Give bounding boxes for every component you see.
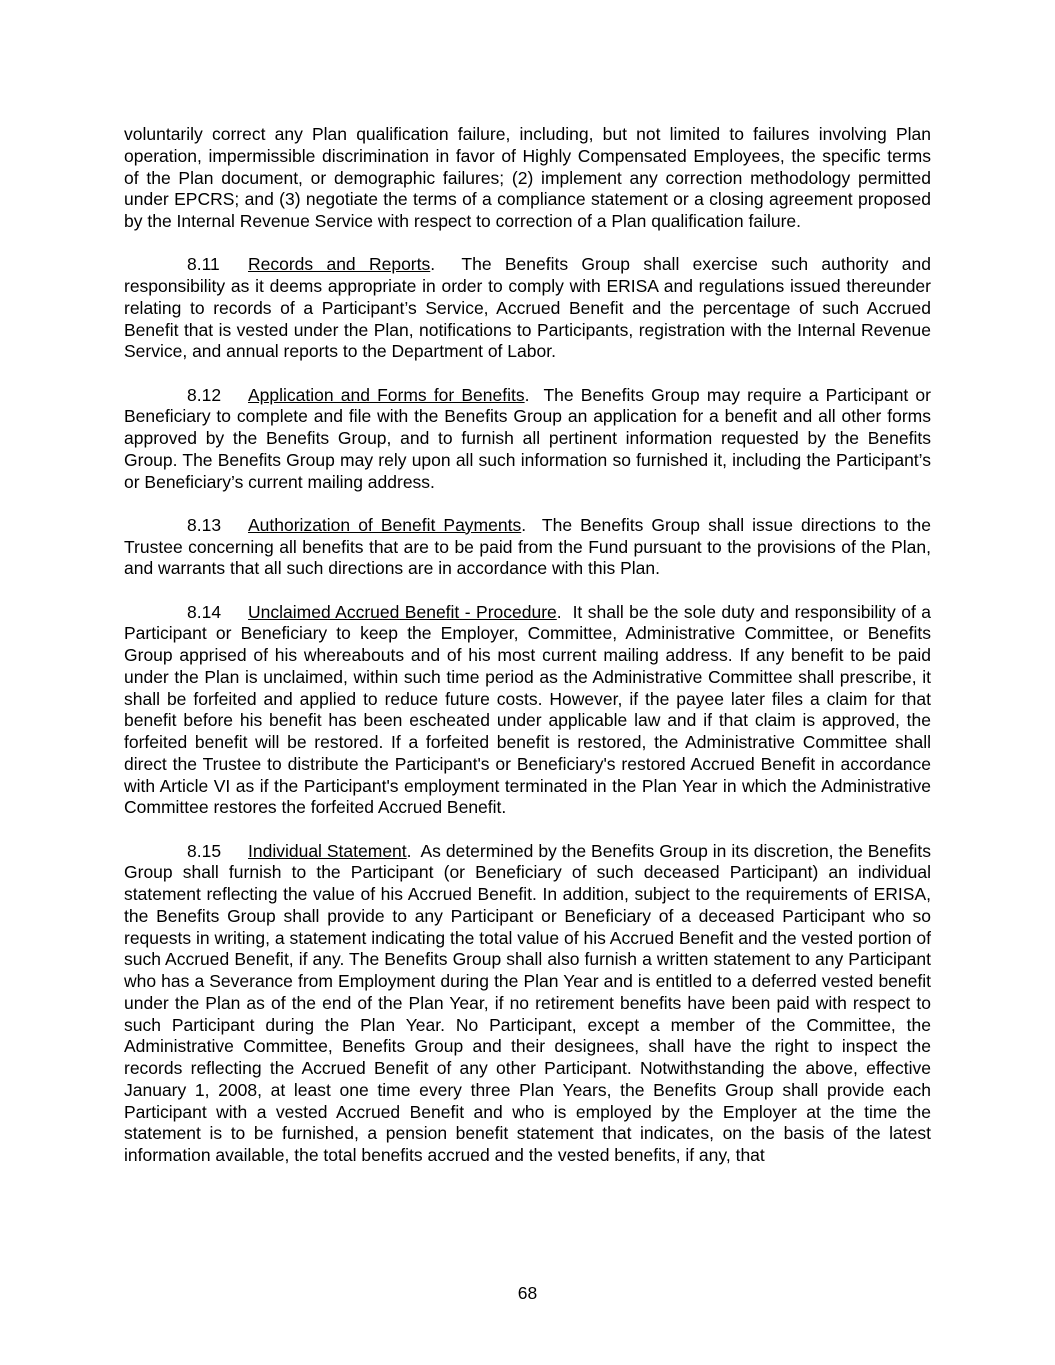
section-number: 8.15 xyxy=(187,840,222,861)
section-text: As determined by the Benefits Group in its discretion, the Benefits Group shall furnish to the Participant (or Beneficiary of such deceased Participant) an individual statement reflecting the value of his Accrued Benefit. In addition, subject to the requirements of ERISA, the Benefits Group shall provide to any Participant or Beneficiary of a deceased Participant who so requests in writing, a statement indicating the total value of his Accrued Benefit and the vested portion of such Accrued Benefit, if any. The Benefits Group shall also furnish a written statement to any Participant who has a Severance from Employment during the Plan Year and is entitled to a deferred vested benefit under the Plan as of the end of the Plan Year, if no retirement benefits have been paid with respect to such Participant during the Plan Year. No Participant, except a member of the Committee, the Administrative Committee, Benefits Group and their designees, shall have the right to inspect the records reflecting the Accrued Benefit of any other Participant. Notwithstanding the above, effective January 1, 2008, at least one time every three Plan Years, the Benefits Group shall provide each Participant with a vested Accrued Benefit and who is employed by the Employer at the time the statement is to be furnished, a pension benefit statement that indicates, on the basis of the latest information available, the total benefits accrued and the vested benefits, if any, that xyxy=(124,840,931,1165)
document-body xyxy=(124,124,931,1188)
paragraph-text: voluntarily correct any Plan qualification failure, including, but not limited to failures involving Plan operation, impermissible discrimination in favor of Highly Compensated Employees, the specific terms of the Plan document, or demographic failures; (2) implement any correction methodology permitted under EPCRS; and (3) negotiate the terms of a compliance statement or a closing agreement proposed by the Internal Revenue Service with respect to correction of a Plan qualification failure. xyxy=(124,124,931,231)
section-text: The Benefits Group shall issue directions to the Trustee concerning all benefits that are to be paid from the Fund pursuant to the provisions of the Plan, and warrants that all such directions are in accordance with this Plan. xyxy=(124,514,931,579)
section-8-12: 8.12 Application and Forms for Benefits. The Benefits Group may require a Participant or Beneficiary to complete and file with the Benefits Group an application for a benefit and all other forms approved by the Benefits Group, and to furnish all pertinent information requested by the Benefits Group. The Benefits Group may rely upon all such information so furnished it, including the Participant’s or Beneficiary’s current mailing address. xyxy=(124,384,931,492)
section-8-14: 8.14 Unclaimed Accrued Benefit - Procedure. It shall be the sole duty and responsibility of a Participant or Beneficiary to keep the Employer, Committee, Administrative Committee, or Benefits Group apprised of his whereabouts and of his most current mailing address. If any benefit to be paid under the Plan is unclaimed, within such time period as the Administrative Committee shall prescribe, it shall be forfeited and applied to reduce future costs. However, if the payee later files a claim for that benefit before his benefit has been escheated under applicable law and if that claim is approved, the forfeited benefit will be restored. If a forfeited benefit is restored, the Administrative Committee shall direct the Trustee to distribute the Participant's or Beneficiary's restored Accrued Benefit in accordance with Article VI as if the Participant's employment terminated in the Plan Year in which the Administrative Committee restores the forfeited Accrued Benefit. xyxy=(124,601,932,818)
section-8-13: 8.13 Authorization of Benefit Payments. The Benefits Group shall issue directions to the Trustee concerning all benefits that are to be paid from the Fund pursuant to the provisions of the Plan, and warrants that all such directions are in accordance with this Plan. xyxy=(124,514,931,579)
section-number: 8.14 xyxy=(187,601,222,622)
section-heading: Individual Statement xyxy=(248,840,407,861)
section-heading: Records and Reports xyxy=(248,254,431,275)
section-text: It shall be the sole duty and responsibility of a Participant or Beneficiary to keep the Employer, Committee, Administrative Committee, or Benefits Group apprised of his whereabouts and of his most current mailing address. If any benefit to be paid under the Plan is unclaimed, within such time period as the Administrative Committee shall prescribe, it shall be forfeited and applied to reduce future costs. However, if the payee later files a claim for that benefit before his benefit has been escheated under applicable law and if that claim is approved, the forfeited benefit will be restored. If a forfeited benefit is restored, the Administrative Committee shall direct the Trustee to distribute the Participant's or Beneficiary's restored Accrued Benefit in accordance with Article VI as if the Participant's employment terminated in the Plan Year in which the Administrative Committee restores the forfeited Accrued Benefit. xyxy=(124,601,932,818)
section-heading: Unclaimed Accrued Benefit - Procedure xyxy=(248,601,557,622)
section-number: 8.11 xyxy=(187,254,220,275)
section-8-11: 8.11 Records and Reports. The Benefits Group shall exercise such authority and responsibility as it deems appropriate in order to comply with ERISA and regulations issued thereunder relating to records of a Participant’s Service, Accrued Benefit and the percentage of such Accrued Benefit that is vested under the Plan, notifications to Participants, registration with the Internal Revenue Service, and annual reports to the Department of Labor. xyxy=(124,254,931,362)
section-text: The Benefits Group shall exercise such authority and responsibility as it deems appropriate in order to comply with ERISA and regulations issued thereunder relating to records of a Participant’s Service, Accrued Benefit and the percentage of such Accrued Benefit that is vested under the Plan, notifications to Participants, registration with the Internal Revenue Service, and annual reports to the Department of Labor. xyxy=(124,254,931,362)
section-heading: Application and Forms for Benefits xyxy=(248,384,525,405)
section-number: 8.13 xyxy=(187,514,222,535)
section-text: The Benefits Group may require a Participant or Beneficiary to complete and file with the Benefits Group an application for a benefit and all other forms approved by the Benefits Group, and to furnish all pertinent information requested by the Benefits Group. The Benefits Group may rely upon all such information so furnished it, including the Participant’s or Beneficiary’s current mailing address. xyxy=(124,384,931,492)
page-number: 68 xyxy=(517,1283,538,1303)
section-8-15: 8.15 Individual Statement. As determined by the Benefits Group in its discretion, the Benefits Group shall furnish to the Participant (or Beneficiary of such deceased Participant) an individual statement reflecting the value of his Accrued Benefit. In addition, subject to the requirements of ERISA, the Benefits Group shall provide to any Participant or Beneficiary of a deceased Participant who so requests in writing, a statement indicating the total value of his Accrued Benefit and the vested portion of such Accrued Benefit, if any. The Benefits Group shall also furnish a written statement to any Participant who has a Severance from Employment during the Plan Year and is entitled to a deferred vested benefit under the Plan as of the end of the Plan Year, if no retirement benefits have been paid with respect to such Participant during the Plan Year. No Participant, except a member of the Committee, the Administrative Committee, Benefits Group and their designees, shall have the right to inspect the records reflecting the Accrued Benefit of any other Participant. Notwithstanding the above, effective January 1, 2008, at least one time every three Plan Years, the Benefits Group shall provide each Participant with a vested Accrued Benefit and who is employed by the Employer at the time the statement is to be furnished, a pension benefit statement that indicates, on the basis of the latest information available, the total benefits accrued and the vested benefits, if any, that xyxy=(124,840,931,1165)
section-heading: Authorization of Benefit Payments xyxy=(248,514,522,535)
paragraph-continuation xyxy=(124,124,931,233)
section-number: 8.12 xyxy=(187,384,222,405)
